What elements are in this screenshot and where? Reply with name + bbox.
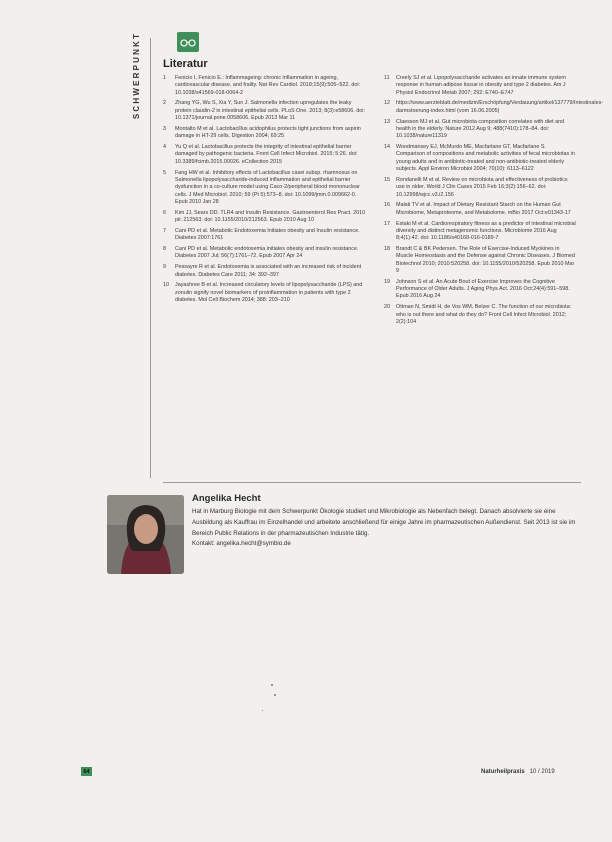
reference-text: Montalto M et al. Lactobacillus acidophilus protects tight junctions from aspirin damage in HT-29 cells. Digestion 2004; 69:25 bbox=[175, 125, 361, 140]
reference-text: Ottman N, Smidt H, de Vos WM, Belzer C. The function of our microbiota: who is out there and what do they do? Front Cell Infect Microbiol. 2012; 2(2):104 bbox=[396, 304, 572, 325]
reference-item bbox=[384, 202, 576, 217]
reference-number: 2 bbox=[163, 100, 166, 107]
reference-number: 4 bbox=[163, 144, 166, 151]
scan-speck bbox=[274, 694, 276, 696]
reference-text: https://www.aerzteblatt.de/medizin/Erschöpfung/Verdauung/artikel/137779/Intestinales-darmstoerung-index.html (vom 16.06.2005) bbox=[396, 100, 604, 114]
reference-number: 8 bbox=[163, 246, 166, 253]
reference-item bbox=[384, 279, 576, 301]
reference-number: 14 bbox=[384, 144, 390, 151]
reference-item bbox=[384, 246, 576, 275]
reference-text: Fang HW et al. Inhibitory effects of Lactobacillus casei subsp. rhamnosus on Salmonella lipopolysaccharide-induced inflammation and epithelial barrier dysfunction in a co-culture model using Caco-2/peripheral blood mononuclear cells. J Med Microbiol. 2010; 59 (Pt 5):573–8. doi: 10.1099/jmm.0.009662-0. Epub 2010 Jan 28 bbox=[175, 169, 360, 205]
reference-item bbox=[384, 100, 604, 115]
reference-text: Cani PD et al. Metabolic endotoxemia initiates obesity and insulin resistance. Diabetes 2007 Jul; 56(7):1761–72. Epub 2007 Apr 24 bbox=[175, 246, 359, 260]
reference-text: Brandt C & BK Pedersen. The Role of Exercise-Induced Myokines in Muscle Homeostasis and the Defense against Chronic Diseases. J Biomed Biotechnol 2010; 2010:520258. doi: 10.1155/2010/520258. Epub 2010 Mar 9 bbox=[396, 246, 575, 274]
reference-item bbox=[384, 177, 576, 199]
footer-separator bbox=[526, 769, 528, 775]
reference-text: Malati TV et al. Impact of Dietary Resistant Starch on the Human Gut Microbiome, Metaproteome, and Metabolome. mBio 2017 Oct:e01343-17 bbox=[396, 202, 571, 216]
reference-text: Cani PD et al. Metabolic Endotoxemia Initiates obesity and Insulin resistance. Diabetes 2007:1761 bbox=[175, 227, 360, 242]
reference-number: 19 bbox=[384, 278, 390, 285]
vertical-divider bbox=[150, 38, 151, 478]
reference-text: Yu Q et al. Lactobacillus protects the integrity of intestinal epithelial barrier damaged by pathogenic bacteria. Front Cell Infect Microbiol. 2015; 5:26. doi: 10.3389/fcimb.2015.00026. eCollection 2015 bbox=[175, 144, 358, 165]
references-heading: Literatur bbox=[163, 58, 208, 70]
reference-number: 7 bbox=[163, 227, 166, 234]
reference-number: 17 bbox=[384, 220, 390, 227]
reference-number: 18 bbox=[384, 246, 390, 253]
reference-item bbox=[163, 210, 368, 225]
reference-number: 3 bbox=[163, 125, 166, 132]
reference-item bbox=[163, 170, 368, 206]
journal-name: Naturheilpraxis bbox=[481, 769, 525, 775]
page-number: 64 bbox=[81, 767, 92, 776]
author-bio-block bbox=[192, 507, 582, 550]
reference-number: 12 bbox=[384, 100, 390, 107]
reference-text: Woodmansey EJ, McMurdo ME, Macfarlane GT, Macfarlane S. Comparison of compositions and metabolic activities of fecal microbiotas in young adults and in antibiotic-treated and non-antibiotic-treated elderly subjects. Appl Environ Microbiol 2004; 70(10): 6113–6122 bbox=[396, 144, 575, 173]
reference-text: Rondanelli M et al. Review on microbiota and effectiveness of probiotics use in older. World J Clin Cases 2015 Feb 16;3(2):156–62. doi: 10.12998/wjcc.v3.i2.156 bbox=[396, 176, 568, 198]
reference-number: 16 bbox=[384, 202, 390, 209]
references-column-left bbox=[163, 75, 368, 308]
author-bio: Hat in Marburg Biologie mit dem Schwerpunkt Ökologie studiert und Mikrobiologie als Nebenfach belegt. Danach absolvierte sie eine Ausbildung als Kauffrau im Einzelhandel und arbeitete anschließend für einige Jahre im pharmazeutischen Außendienst. Seit 2013 ist sie im Bereich Public Relations in der pharmazeutischen Industrie tätig. bbox=[192, 508, 576, 537]
reference-number: 11 bbox=[384, 75, 390, 81]
author-name: Angelika Hecht bbox=[192, 493, 261, 504]
glasses-icon bbox=[177, 32, 199, 52]
reference-text: Zhang YG, Wu S, Xia Y, Sun J. Salmonella infection upregulates the leaky protein claudin-2 in intestinal epithelial cells. PLoS One. 2013; 8(3):e58606. doi: 10.1371/journal.pone.0058606. Epub 2013 Mar 11 bbox=[175, 100, 365, 122]
reference-item bbox=[163, 264, 368, 279]
section-label: SCHWERPUNKT bbox=[132, 31, 142, 119]
reference-item bbox=[163, 100, 368, 122]
reference-text: Kim JJ, Sears DD. TLR4 and Insulin Resistance. Gastroenterol Res Pract. 2010 pii: 212563. doi: 10.1155/2010/212563. Epub 2010 Aug 10 bbox=[175, 209, 366, 224]
reference-text: Johnson S et al. An Acute Bout of Exercise Improves the Cognitive Performance of Older Adults. J Aging Phys Act. 2016 Oct;24(4):591–598. Epub 2016 Aug 24 bbox=[396, 278, 570, 300]
journal-issue: 10 / 2019 bbox=[529, 769, 555, 775]
reference-text: Pessayre R et al. Endotoxemia is associated with an increased risk of incident diabetes. Diabetes Care 2011; 34: 392–397 bbox=[175, 264, 362, 278]
scan-speck bbox=[262, 710, 263, 711]
reference-item bbox=[163, 246, 368, 261]
reference-number: 15 bbox=[384, 176, 390, 183]
reference-text: Creely SJ et al. Lipopolysaccharide activates an innate immune system response in human adipose tissue in obesity and type 2 diabetes. Am J Physiol Endocrinol Metab 2007; 292: E740–E747 bbox=[396, 75, 566, 96]
reference-number: 5 bbox=[163, 169, 166, 176]
horizontal-divider bbox=[163, 482, 581, 483]
reference-item bbox=[163, 75, 368, 97]
scan-speck bbox=[271, 684, 273, 686]
author-contact: Kontakt: angelika.hecht@symbio.de bbox=[192, 540, 291, 548]
reference-item bbox=[384, 119, 576, 141]
reference-number: 6 bbox=[163, 209, 166, 216]
reference-item bbox=[384, 221, 576, 243]
reference-item bbox=[163, 282, 368, 304]
reference-text: Fenicio I, Fenicio E.: Inflammageing: chronic inflammation in ageing, cardiovascular disease, and frailty. Nat Rev Cardiol. 2018;15(9):505–522. doi: 10.1038/s41569-018-0064-2 bbox=[175, 75, 361, 96]
reference-item bbox=[163, 126, 368, 141]
reference-item bbox=[384, 75, 576, 97]
reference-number: 9 bbox=[163, 264, 166, 271]
footer-journal bbox=[481, 769, 555, 775]
reference-number: 20 bbox=[384, 304, 390, 311]
author-photo bbox=[107, 495, 184, 574]
reference-text: Jayashree B et al. Increased circulatory levels of lipopolysaccharide (LPS) and zonulin signify novel biomarkers of proinflammation in patients with type 2 diabetes. Mol Cell Biochem 2014; 388: 203–210 bbox=[175, 282, 363, 304]
reference-item bbox=[163, 144, 368, 166]
references-column-right bbox=[384, 75, 604, 330]
reference-number: 1 bbox=[163, 75, 166, 81]
reference-text: Claesson MJ et al. Gut microbiota composition correlates with diet and health in the elderly. Nature 2012 Aug 9; 488(7410):178–84. doi: 10.1038/nature11319 bbox=[396, 118, 565, 140]
reference-number: 10 bbox=[163, 282, 169, 289]
reference-number: 13 bbox=[384, 118, 390, 125]
reference-item bbox=[384, 304, 576, 326]
reference-text: Estaki M et al. Cardiorespiratory fitness as a predictor of intestinal microbial diversity and distinct metagenomic functions. Microbiome 2016 Aug 8;4(1):42. doi: 10.1186/s40168-016-0189-7 bbox=[396, 220, 576, 242]
reference-item bbox=[163, 228, 368, 243]
reference-item bbox=[384, 144, 576, 173]
